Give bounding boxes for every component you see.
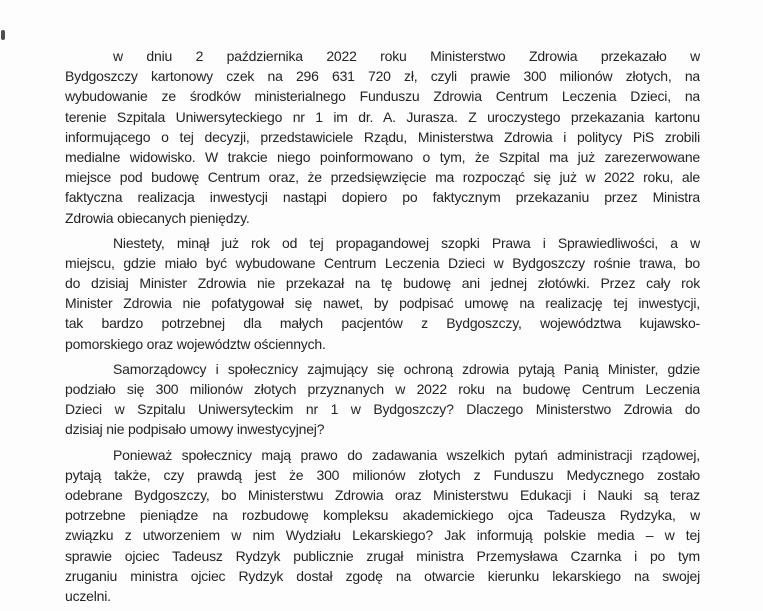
- text-line: pytają także, czy prawdą jest że 300 milionów złotych z Funduszu Medycznego zostało: [65, 466, 700, 483]
- text-line: związku z utworzeniem w nim Wydziału Lekarskiego? Jak informują polskie media – w tej: [65, 527, 700, 544]
- text-line: Dzieci w Szpitalu Uniwersyteckim nr 1 w Bydgoszczy? Dlaczego Ministerstwo Zdrowia do: [65, 401, 700, 418]
- text-line: miejscu, gdzie miało być wybudowane Centrum Leczenia Dzieci w Bydgoszczy rośnie trawa, bo: [65, 254, 700, 271]
- text-line: odebrane Bydgoszczy, bo Ministerstwu Zdrowia oraz Ministerstwu Edukacji i Nauki są teraz: [65, 486, 700, 503]
- paragraph-3: [65, 359, 700, 440]
- scan-artifact-mark: [1, 30, 5, 40]
- letter-body: [65, 46, 700, 611]
- text-line: Bydgoszczy kartonowy czek na 296 631 720 zł, czyli prawie 300 milionów złotych, na: [65, 68, 700, 85]
- text-line: do dzisiaj Minister Zdrowia nie przekazał na tę budowę ani jednej złotówki. Przez cały rok: [65, 275, 700, 292]
- text-line: Niestety, minął już rok od tej propagandowej szopki Prawa i Sprawiedliwości, a w: [113, 234, 700, 251]
- text-line: Samorządowcy i społecznicy zajmujący się ochroną zdrowia pytają Panią Minister, gdzie: [113, 360, 700, 377]
- text-line: uczelni.: [65, 587, 111, 604]
- text-line: informującego o tej decyzji, przedstawiciele Rządu, Ministerstwa Zdrowia i politycy PiS zrobili: [65, 128, 700, 145]
- text-line: faktyczna realizacja inwestycji nastąpi dopiero po faktycznym przekazaniu przez Ministra: [65, 189, 700, 206]
- text-line: zruganiu ministra ojciec Rydzyk dostał zgodę na otwarcie kierunku lekarskiego na swojej: [65, 567, 700, 584]
- text-line: wybudowanie ze środków ministerialnego Funduszu Zdrowia Centrum Leczenia Dzieci, na: [65, 88, 700, 105]
- text-line: pomorskiego oraz województw ościennych.: [65, 335, 326, 352]
- text-line: miejsce pod budowę Centrum oraz, że przedsięwzięcie ma rozpocząć się już w 2022 roku, ale: [65, 169, 700, 186]
- paragraph-1: [65, 46, 700, 228]
- paragraph-2: [65, 233, 700, 354]
- text-line: Minister Zdrowia nie pofatygował się nawet, by podpisać umowę na realizację tej inwestycji,: [65, 295, 700, 312]
- text-line: podziało się 300 milionów złotych przyznanych w 2022 roku na budowę Centrum Leczenia: [65, 381, 700, 397]
- text-line: dzisiaj nie podpisało umowy inwestycyjnej?: [65, 421, 325, 438]
- text-line: terenie Szpitala Uniwersyteckiego nr 1 im dr. A. Jurasza. Z uroczystego przekazania kartonu: [65, 108, 700, 125]
- text-line: sprawie ojciec Tadeusz Rydzyk publicznie zrugał ministra Przemysława Czarnka i po tym: [65, 547, 700, 564]
- text-line: tak bardzo potrzebnej dla małych pacjentów z Bydgoszczy, województwa kujawsko-: [65, 315, 700, 332]
- text-line: Zdrowia obiecanych pieniędzy.: [65, 209, 250, 226]
- text-line: w dniu 2 października 2022 roku Ministerstwo Zdrowia przekazało w: [113, 48, 700, 64]
- text-line: Ponieważ społecznicy mają prawo do zadawania wszelkich pytań administracji rządowej,: [113, 446, 700, 463]
- paragraph-4: [65, 445, 700, 607]
- text-line: medialne widowisko. W trakcie niego poinformowano o tym, że Szpital ma już zarezerwowane: [65, 148, 700, 165]
- text-line: potrzebne pieniądze na rozbudowę kompleksu akademickiego ojca Tadeusza Rydzyka, w: [65, 507, 700, 524]
